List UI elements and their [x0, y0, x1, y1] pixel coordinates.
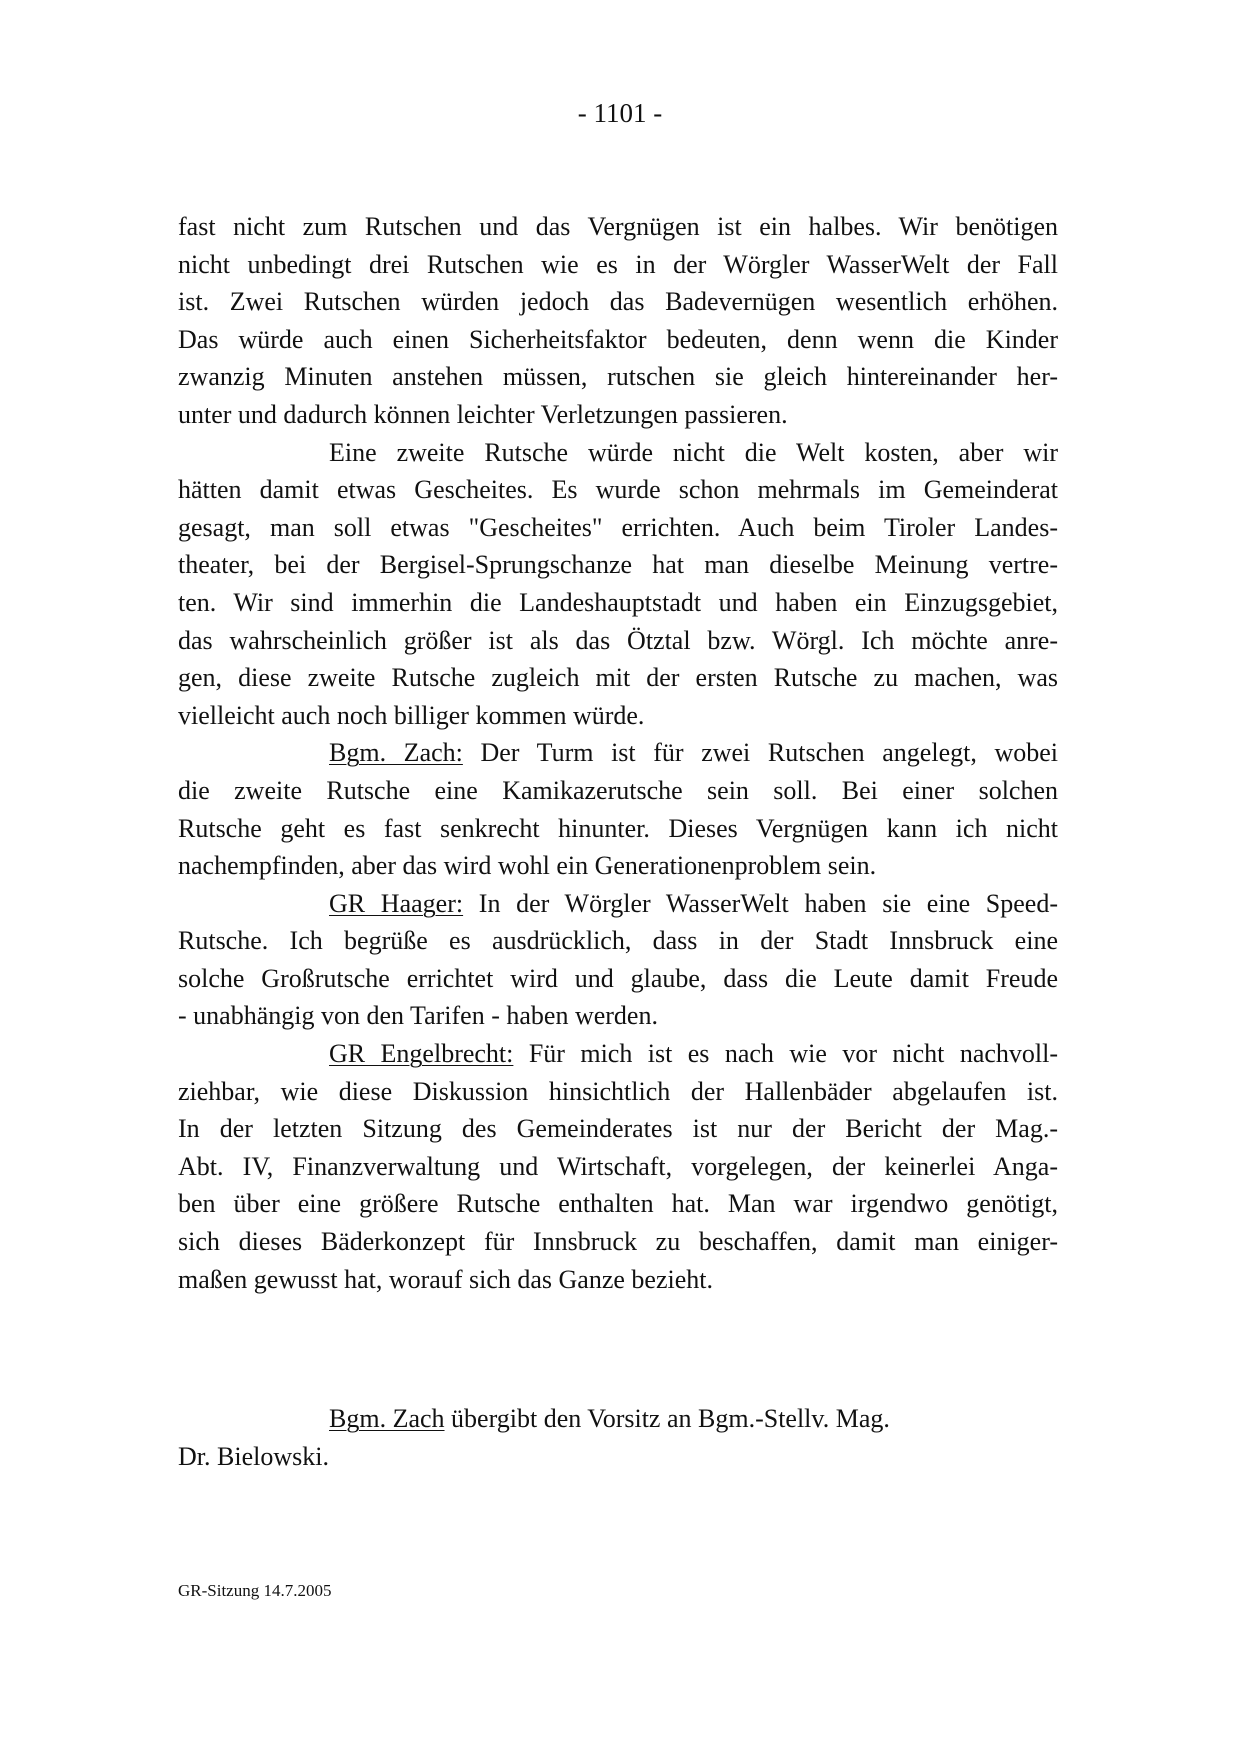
paragraph [178, 885, 1058, 1035]
line-text: Der Turm ist für zwei Rutschen angelegt, wobei [462, 738, 1058, 768]
speaker-name: GR Haager: [329, 888, 464, 918]
text-line: Rutsche. Ich begrüße es ausdrücklich, dass in der Stadt Innsbruck eine [178, 926, 1058, 956]
paragraph [178, 434, 1058, 735]
text-line: Abt. IV, Finanzverwaltung und Wirtschaft, vorgelegen, der keinerlei Anga- [178, 1151, 1058, 1181]
speaker-name: Bgm. Zach [329, 1404, 445, 1433]
text-line: maßen gewusst hat, worauf sich das Ganze bezieht. [178, 1264, 713, 1294]
text-line: Eine zweite Rutsche würde nicht die Welt kosten, aber wir [329, 437, 1058, 467]
speaker-name: Bgm. Zach: [329, 738, 463, 768]
text-line: nicht unbedingt drei Rutschen wie es in der Wörgler WasserWelt der Fall [178, 249, 1058, 279]
line-text: Für mich ist es nach wie vor nicht nachvoll- [513, 1039, 1059, 1069]
text-line: gesagt, man soll etwas "Gescheites" errichten. Auch beim Tiroler Landes- [178, 512, 1058, 542]
text-line [178, 885, 1058, 923]
closing-text: übergibt den Vorsitz an Bgm.-Stellv. Mag. [444, 1404, 890, 1433]
text-line: ten. Wir sind immerhin die Landeshauptstadt und haben ein Einzugsgebiet, [178, 587, 1058, 617]
text-line: die zweite Rutsche eine Kamikazerutsche sein soll. Bei einer solchen [178, 775, 1058, 805]
text-line: vielleicht auch noch billiger kommen würde. [178, 700, 645, 730]
closing-line-1 [178, 1400, 1058, 1438]
text-line: sich dieses Bäderkonzept für Innsbruck zu beschaffen, damit man einiger- [178, 1227, 1058, 1257]
text-line: fast nicht zum Rutschen und das Vergnügen ist ein halbes. Wir benötigen [178, 212, 1058, 241]
text-line: hätten damit etwas Gescheites. Es wurde schon mehrmals im Gemeinderat [178, 475, 1058, 505]
closing-line-2: Dr. Bielowski. [178, 1441, 329, 1471]
text-line: Das würde auch einen Sicherheitsfaktor bedeuten, denn wenn die Kinder [178, 324, 1058, 354]
footer-session-date: GR-Sitzung 14.7.2005 [178, 1581, 332, 1600]
text-line: das wahrscheinlich größer ist als das Ötztal bzw. Wörgl. Ich möchte anre- [178, 625, 1058, 655]
paragraph [178, 1035, 1058, 1298]
text-line: gen, diese zweite Rutsche zugleich mit der ersten Rutsche zu machen, was [178, 663, 1058, 693]
text-line: - unabhängig von den Tarifen - haben werden. [178, 1001, 658, 1031]
text-line: Rutsche geht es fast senkrecht hinunter. Dieses Vergnügen kann ich nicht [178, 813, 1058, 843]
text-line: ziehbar, wie diese Diskussion hinsichtlich der Hallenbäder abgelaufen ist. [178, 1076, 1058, 1106]
line-text: In der Wörgler WasserWelt haben sie eine Speed- [463, 888, 1058, 918]
text-line [178, 734, 1058, 772]
page-number: - 1101 - [577, 98, 663, 128]
paragraph [178, 734, 1058, 884]
closing-paragraph [178, 1400, 1058, 1475]
text-line [178, 1035, 1058, 1073]
text-line: unter und dadurch können leichter Verletzungen passieren. [178, 399, 788, 429]
text-line: theater, bei der Bergisel-Sprungschanze hat man dieselbe Meinung vertre- [178, 550, 1058, 580]
text-line: ben über eine größere Rutsche enthalten hat. Man war irgendwo genötigt, [178, 1189, 1058, 1219]
body-text [178, 208, 1058, 1298]
text-line: zwanzig Minuten anstehen müssen, rutschen sie gleich hintereinander her- [178, 362, 1058, 392]
text-line: solche Großrutsche errichtet wird und glaube, dass die Leute damit Freude [178, 963, 1058, 993]
speaker-name: GR Engelbrecht: [329, 1039, 514, 1069]
text-line: nachempfinden, aber das wird wohl ein Generationenproblem sein. [178, 851, 877, 881]
text-line: ist. Zwei Rutschen würden jedoch das Badevernügen wesentlich erhöhen. [178, 287, 1058, 317]
text-line: In der letzten Sitzung des Gemeinderates ist nur der Bericht der Mag.- [178, 1114, 1058, 1144]
paragraph [178, 208, 1058, 434]
